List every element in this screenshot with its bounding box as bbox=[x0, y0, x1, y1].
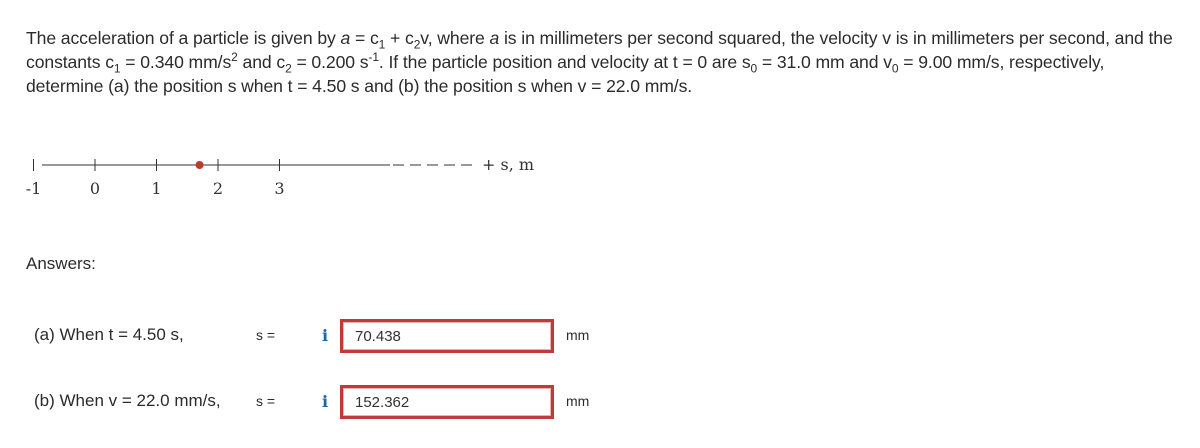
var-a: a bbox=[340, 28, 351, 48]
const-c1-symbol: c bbox=[105, 52, 114, 72]
tick-label: 2 bbox=[212, 179, 224, 198]
const-c1-value: = 0.340 mm/s bbox=[120, 52, 232, 72]
problem-text: = 9.00 mm/s, respectively, determine (a) the position s when t = 4.50 s and (b) the position s when v = 22.0 mm/s. bbox=[26, 52, 1105, 96]
answer-a-box[interactable] bbox=[340, 319, 554, 353]
problem-text: The acceleration of a particle is given by bbox=[26, 28, 341, 48]
subscript: 1 bbox=[378, 37, 386, 52]
answer-b-s-equals: s = bbox=[256, 393, 276, 409]
subscript: 0 bbox=[750, 61, 758, 76]
var-v: v bbox=[420, 28, 428, 48]
subscript: 2 bbox=[285, 61, 292, 76]
const-c2-symbol: c bbox=[405, 28, 414, 48]
subscript: 0 bbox=[891, 61, 899, 76]
answer-a-label: (a) When t = 4.50 s, bbox=[34, 325, 184, 344]
problem-text: = 31.0 mm and v bbox=[757, 52, 892, 72]
const-c2-value: = 0.200 s bbox=[291, 52, 369, 72]
var-a: a bbox=[489, 28, 500, 48]
var-v: v bbox=[882, 28, 891, 48]
axis-label: + s, m bbox=[482, 155, 535, 174]
answer-a-s-equals: s = bbox=[256, 327, 276, 343]
tick-label: 0 bbox=[89, 179, 101, 198]
answer-b-label: (b) When v = 22.0 mm/s, bbox=[34, 391, 221, 410]
tick-label: -1 bbox=[25, 179, 42, 198]
info-icon[interactable]: i bbox=[312, 386, 338, 418]
const-c1-symbol: c bbox=[369, 28, 379, 48]
tick-label: 1 bbox=[151, 179, 162, 198]
tick-label: 3 bbox=[274, 179, 285, 198]
problem-text: is in millimeters per second, and the constants bbox=[26, 28, 1173, 72]
superscript: -1 bbox=[368, 50, 379, 65]
problem-statement bbox=[26, 26, 1176, 98]
answer-a-unit: mm bbox=[566, 327, 590, 343]
const-c2-symbol: c bbox=[276, 52, 286, 72]
problem-text: and bbox=[237, 52, 277, 72]
problem-text: + bbox=[385, 28, 406, 48]
answer-b-input[interactable] bbox=[343, 388, 551, 416]
subscript: 1 bbox=[113, 61, 121, 76]
problem-text: . If the particle position and velocity at t = 0 are s bbox=[378, 52, 751, 72]
answer-a-input[interactable] bbox=[343, 322, 551, 350]
superscript: 2 bbox=[231, 50, 238, 65]
position-marker bbox=[196, 161, 204, 169]
problem-text: , where bbox=[427, 28, 490, 48]
answer-b-box[interactable] bbox=[340, 385, 554, 419]
info-icon[interactable]: i bbox=[312, 320, 338, 352]
number-line bbox=[0, 140, 600, 220]
subscript: 2 bbox=[413, 37, 421, 52]
answer-b-unit: mm bbox=[566, 393, 590, 409]
answers-heading: Answers: bbox=[26, 254, 96, 273]
problem-text: = bbox=[350, 28, 370, 48]
problem-text: is in millimeters per second squared, the velocity bbox=[499, 28, 883, 48]
